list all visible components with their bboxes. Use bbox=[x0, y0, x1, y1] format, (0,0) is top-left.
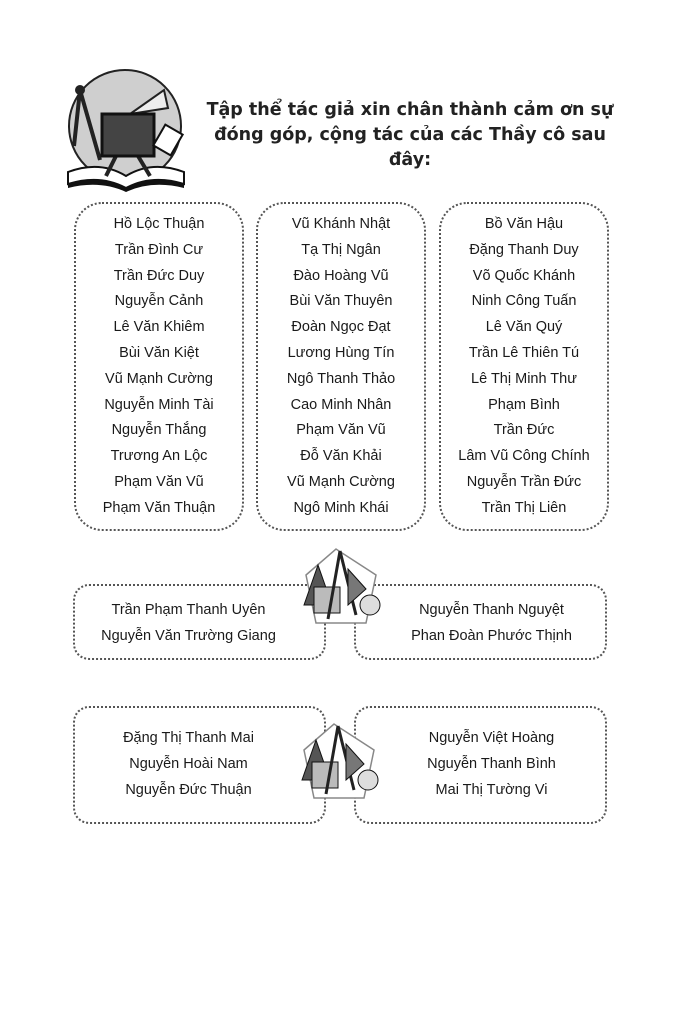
contributor-name: Nguyễn Hoài Nam bbox=[129, 755, 248, 772]
contributor-name: Lê Văn Khiêm bbox=[113, 319, 205, 336]
contributor-name: Bồ Văn Hậu bbox=[484, 216, 564, 232]
contributor-name: Phan Đoàn Phước Thịnh bbox=[411, 627, 572, 644]
contributor-name: Lê Văn Quý bbox=[485, 319, 563, 336]
group2-left-box bbox=[73, 706, 326, 824]
contributor-name: Đoàn Ngọc Đạt bbox=[291, 319, 391, 336]
contributor-name: Hồ Lộc Thuận bbox=[113, 216, 205, 232]
contributor-name: Ngô Minh Khái bbox=[293, 499, 389, 516]
contributor-name: Phạm Văn Vũ bbox=[296, 422, 386, 439]
contributor-name: Nguyễn Thanh Bình bbox=[427, 755, 556, 772]
contributor-name: Mai Thị Tường Vi bbox=[435, 781, 548, 798]
contributor-name: Đào Hoàng Vũ bbox=[293, 267, 389, 284]
title-line-2: đóng góp, cộng tác của các Thầy cô sau đây: bbox=[214, 125, 606, 170]
group2-right-box bbox=[354, 706, 607, 824]
title-line-1: Tập thể tác giả xin chân thành cảm ơn sự bbox=[206, 100, 614, 120]
contributor-name: Trần Phạm Thanh Uyên bbox=[111, 602, 266, 618]
contributor-name: Tạ Thị Ngân bbox=[301, 241, 381, 258]
contributors-column-1 bbox=[74, 202, 244, 531]
contributor-name: Phạm Bình bbox=[488, 396, 560, 413]
contributor-name: Trần Đình Cư bbox=[114, 241, 204, 258]
group1-left-box bbox=[73, 584, 326, 660]
acknowledgement-title bbox=[200, 98, 620, 173]
contributor-name: Nguyễn Cảnh bbox=[114, 293, 204, 310]
contributor-name: Nguyễn Thanh Nguyệt bbox=[419, 602, 564, 618]
contributor-name: Nguyễn Đức Thuận bbox=[125, 781, 252, 798]
contributor-name: Nguyễn Minh Tài bbox=[104, 396, 214, 413]
contributor-name: Nguyễn Văn Trường Giang bbox=[101, 627, 276, 644]
geometry-tools-illustration bbox=[296, 545, 386, 627]
school-supplies-illustration bbox=[60, 68, 195, 196]
contributor-name: Võ Quốc Khánh bbox=[472, 267, 576, 284]
contributor-name: Trần Đức Duy bbox=[113, 267, 205, 284]
contributor-name: Vũ Mạnh Cường bbox=[105, 370, 213, 387]
contributor-name: Phạm Văn Thuận bbox=[102, 499, 216, 516]
contributor-name: Lương Hùng Tín bbox=[287, 344, 395, 361]
contributor-name: Nguyễn Việt Hoàng bbox=[428, 730, 555, 746]
contributor-name: Lê Thị Minh Thư bbox=[471, 370, 577, 387]
contributor-name: Trần Thị Liên bbox=[481, 499, 567, 516]
contributor-name: Ngô Thanh Thảo bbox=[286, 370, 396, 387]
contributor-name: Đặng Thị Thanh Mai bbox=[123, 730, 254, 746]
contributor-name: Đặng Thanh Duy bbox=[469, 241, 579, 258]
contributor-name: Trần Đức bbox=[493, 422, 555, 439]
contributor-name: Trương An Lộc bbox=[110, 448, 208, 465]
contributor-name: Lâm Vũ Công Chính bbox=[458, 448, 590, 465]
contributor-name: Bùi Văn Thuyên bbox=[289, 293, 393, 310]
group1-right-box bbox=[354, 584, 607, 660]
contributor-name: Đỗ Văn Khải bbox=[300, 448, 382, 465]
contributors-column-3 bbox=[439, 202, 609, 531]
contributors-column-2 bbox=[256, 202, 426, 531]
contributor-name: Phạm Văn Vũ bbox=[114, 473, 204, 490]
contributor-name: Cao Minh Nhân bbox=[290, 396, 392, 413]
contributor-name: Ninh Công Tuấn bbox=[471, 293, 577, 310]
contributor-name: Vũ Khánh Nhật bbox=[291, 216, 391, 232]
contributor-name: Nguyễn Trần Đức bbox=[466, 473, 582, 490]
contributor-name: Nguyễn Thắng bbox=[111, 422, 207, 439]
contributor-name: Trần Lê Thiên Tú bbox=[468, 344, 580, 361]
geometry-tools-illustration bbox=[294, 720, 384, 802]
contributor-name: Vũ Mạnh Cường bbox=[287, 473, 395, 490]
contributor-name: Bùi Văn Kiệt bbox=[119, 344, 199, 361]
